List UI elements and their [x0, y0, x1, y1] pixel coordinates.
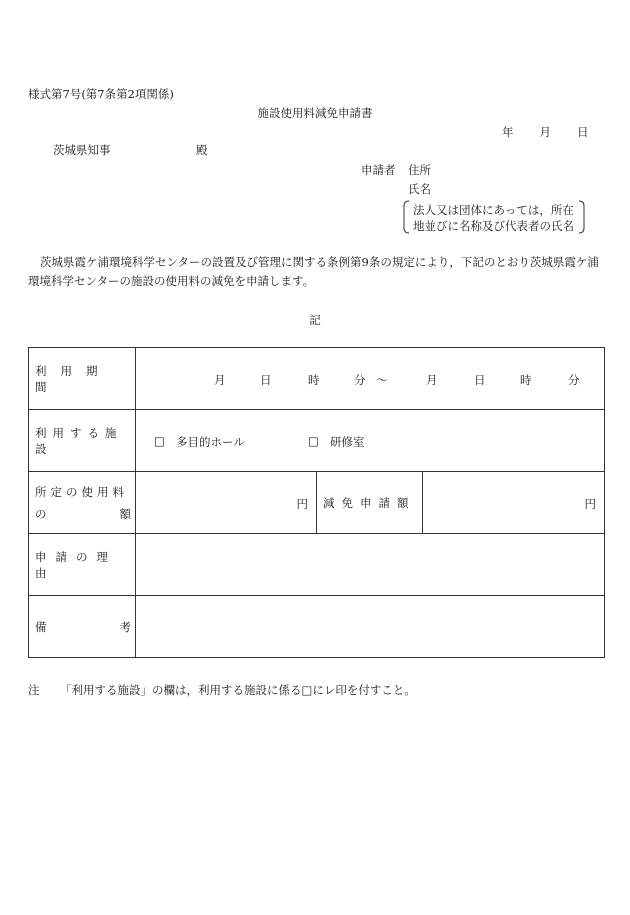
date-month: 月 [539, 125, 551, 139]
application-table [28, 347, 605, 658]
corporate-note-line2: 地並びに名称及び代表者の氏名 [413, 219, 574, 233]
facility-checkbox-hall[interactable]: □ [154, 434, 165, 448]
facility-option-training: 研修室 [330, 435, 365, 449]
period-month1: 月 [214, 373, 226, 387]
footnote-mark: 注 [28, 683, 40, 697]
period-field[interactable] [136, 348, 605, 410]
corporate-note [403, 200, 585, 234]
period-minute1: 分 [354, 373, 366, 387]
honorific: 殿 [196, 143, 208, 157]
address-label: 住所 [408, 163, 431, 177]
facility-field [136, 410, 605, 472]
period-hour2: 時 [520, 373, 532, 387]
date-year: 年 [502, 125, 514, 139]
period-hour1: 時 [308, 373, 320, 387]
application-statement: 茨城県霞ケ浦環境科学センターの設置及び管理に関する条例第9条の規定により，下記のとおり茨城県霞ケ浦環境科学センターの施設の使用料の減免を申請します。 [28, 255, 599, 288]
form-title: 施設使用料減免申請書 [257, 106, 373, 120]
period-day2: 日 [474, 373, 486, 387]
standard-fee-yen: 円 [296, 497, 308, 511]
fee-label-line1: 所定の使用料 [35, 484, 128, 499]
row-facility [29, 410, 605, 472]
remarks-label [35, 619, 131, 635]
reduction-yen: 円 [584, 497, 597, 511]
period-label [35, 363, 131, 395]
period-label-cell [29, 348, 136, 410]
corporate-note-line1: 法人又は団体にあっては，所在 [413, 203, 574, 217]
reason-field[interactable] [136, 534, 605, 596]
footnote-text: 「利用する施設」の欄は，利用する施設に係る□にレ印を付すこと。 [60, 683, 416, 697]
fee-label-line2 [35, 506, 131, 522]
row-period [29, 348, 605, 410]
remarks-field[interactable] [136, 596, 605, 658]
standard-fee-field[interactable] [136, 472, 317, 534]
name-label: 氏名 [408, 182, 431, 196]
fee-label-cell [29, 472, 136, 534]
date-day: 日 [577, 125, 589, 139]
period-day1: 日 [260, 373, 272, 387]
period-tilde: ～ [376, 373, 388, 387]
row-remarks [29, 596, 605, 658]
facility-checkbox-training[interactable]: □ [308, 434, 319, 448]
row-reason [29, 534, 605, 596]
period-minute2: 分 [568, 373, 580, 387]
footnote [28, 682, 416, 698]
facility-option-hall: 多目的ホール [176, 435, 245, 449]
row-fee [29, 472, 605, 534]
reduction-label: 減免申請額 [323, 495, 416, 510]
remarks-label-b: 考 [119, 619, 131, 634]
fee-label-no: の [35, 506, 47, 521]
date-line [502, 124, 589, 140]
remarks-label-cell [29, 596, 136, 658]
period-label-text: 利用期間 [35, 363, 112, 394]
fee-label-gaku: 額 [119, 506, 131, 521]
reduction-label-cell [317, 472, 423, 534]
facility-label: 利用する施設 [35, 425, 123, 456]
applicant-label: 申請者 [361, 163, 396, 177]
form-number: 様式第7号(第7条第2項関係) [28, 87, 174, 101]
reduction-amount-field[interactable] [423, 472, 605, 534]
reason-label-cell [29, 534, 136, 596]
remarks-label-a: 備 [35, 619, 47, 634]
period-month2: 月 [426, 373, 438, 387]
reason-label: 申請の理由 [35, 549, 117, 580]
addressee: 茨城県知事 [53, 143, 111, 157]
ki-heading: 記 [309, 313, 321, 327]
facility-label-cell [29, 410, 136, 472]
